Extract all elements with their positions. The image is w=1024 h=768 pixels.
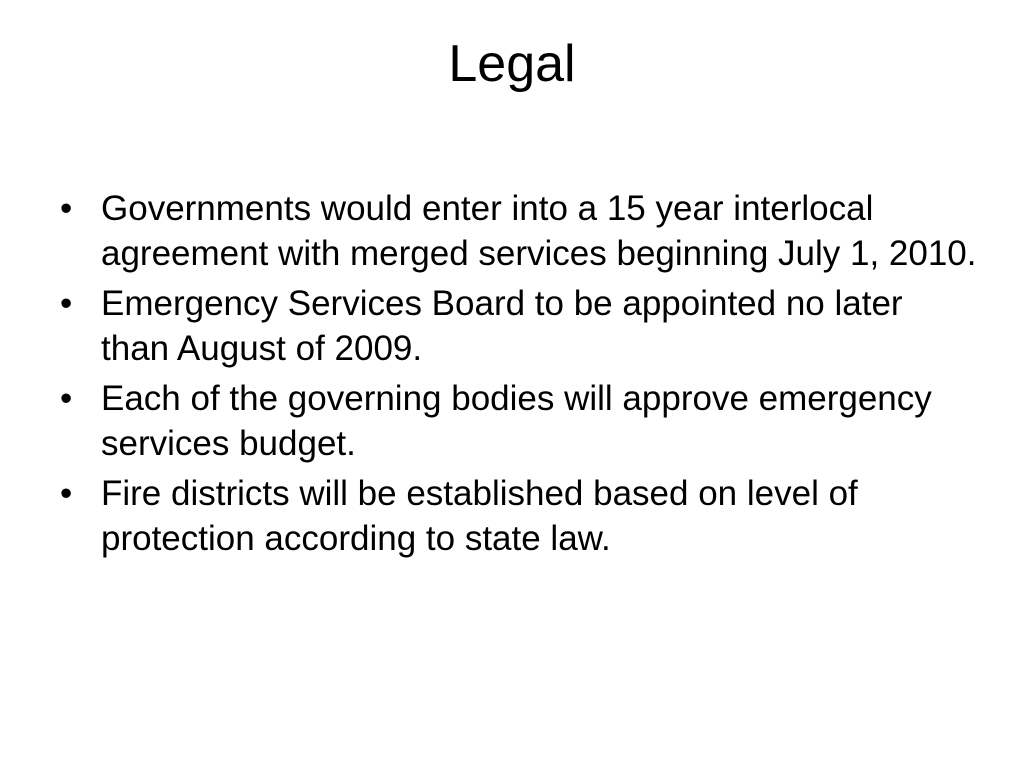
bullet-text: Governments would enter into a 15 year interlocal agreement with merged services beginning July 1, 2010. — [101, 189, 977, 273]
bullet-text: Each of the governing bodies will approve emergency services budget. — [101, 379, 932, 463]
bullet-item-4 — [60, 471, 980, 561]
bullet-dot-icon: • — [60, 379, 73, 418]
slide-title: Legal — [448, 35, 576, 93]
bullet-item-1 — [60, 186, 980, 276]
bullet-text: Fire districts will be established based on level of protection according to state law. — [101, 474, 858, 558]
bullet-item-3 — [60, 376, 980, 466]
bullet-dot-icon: • — [60, 474, 73, 513]
bullet-dot-icon: • — [60, 189, 73, 228]
bullet-item-2 — [60, 281, 980, 371]
bullet-dot-icon: • — [60, 284, 73, 323]
bullet-list — [60, 186, 980, 566]
bullet-text: Emergency Services Board to be appointed no later than August of 2009. — [101, 284, 903, 368]
